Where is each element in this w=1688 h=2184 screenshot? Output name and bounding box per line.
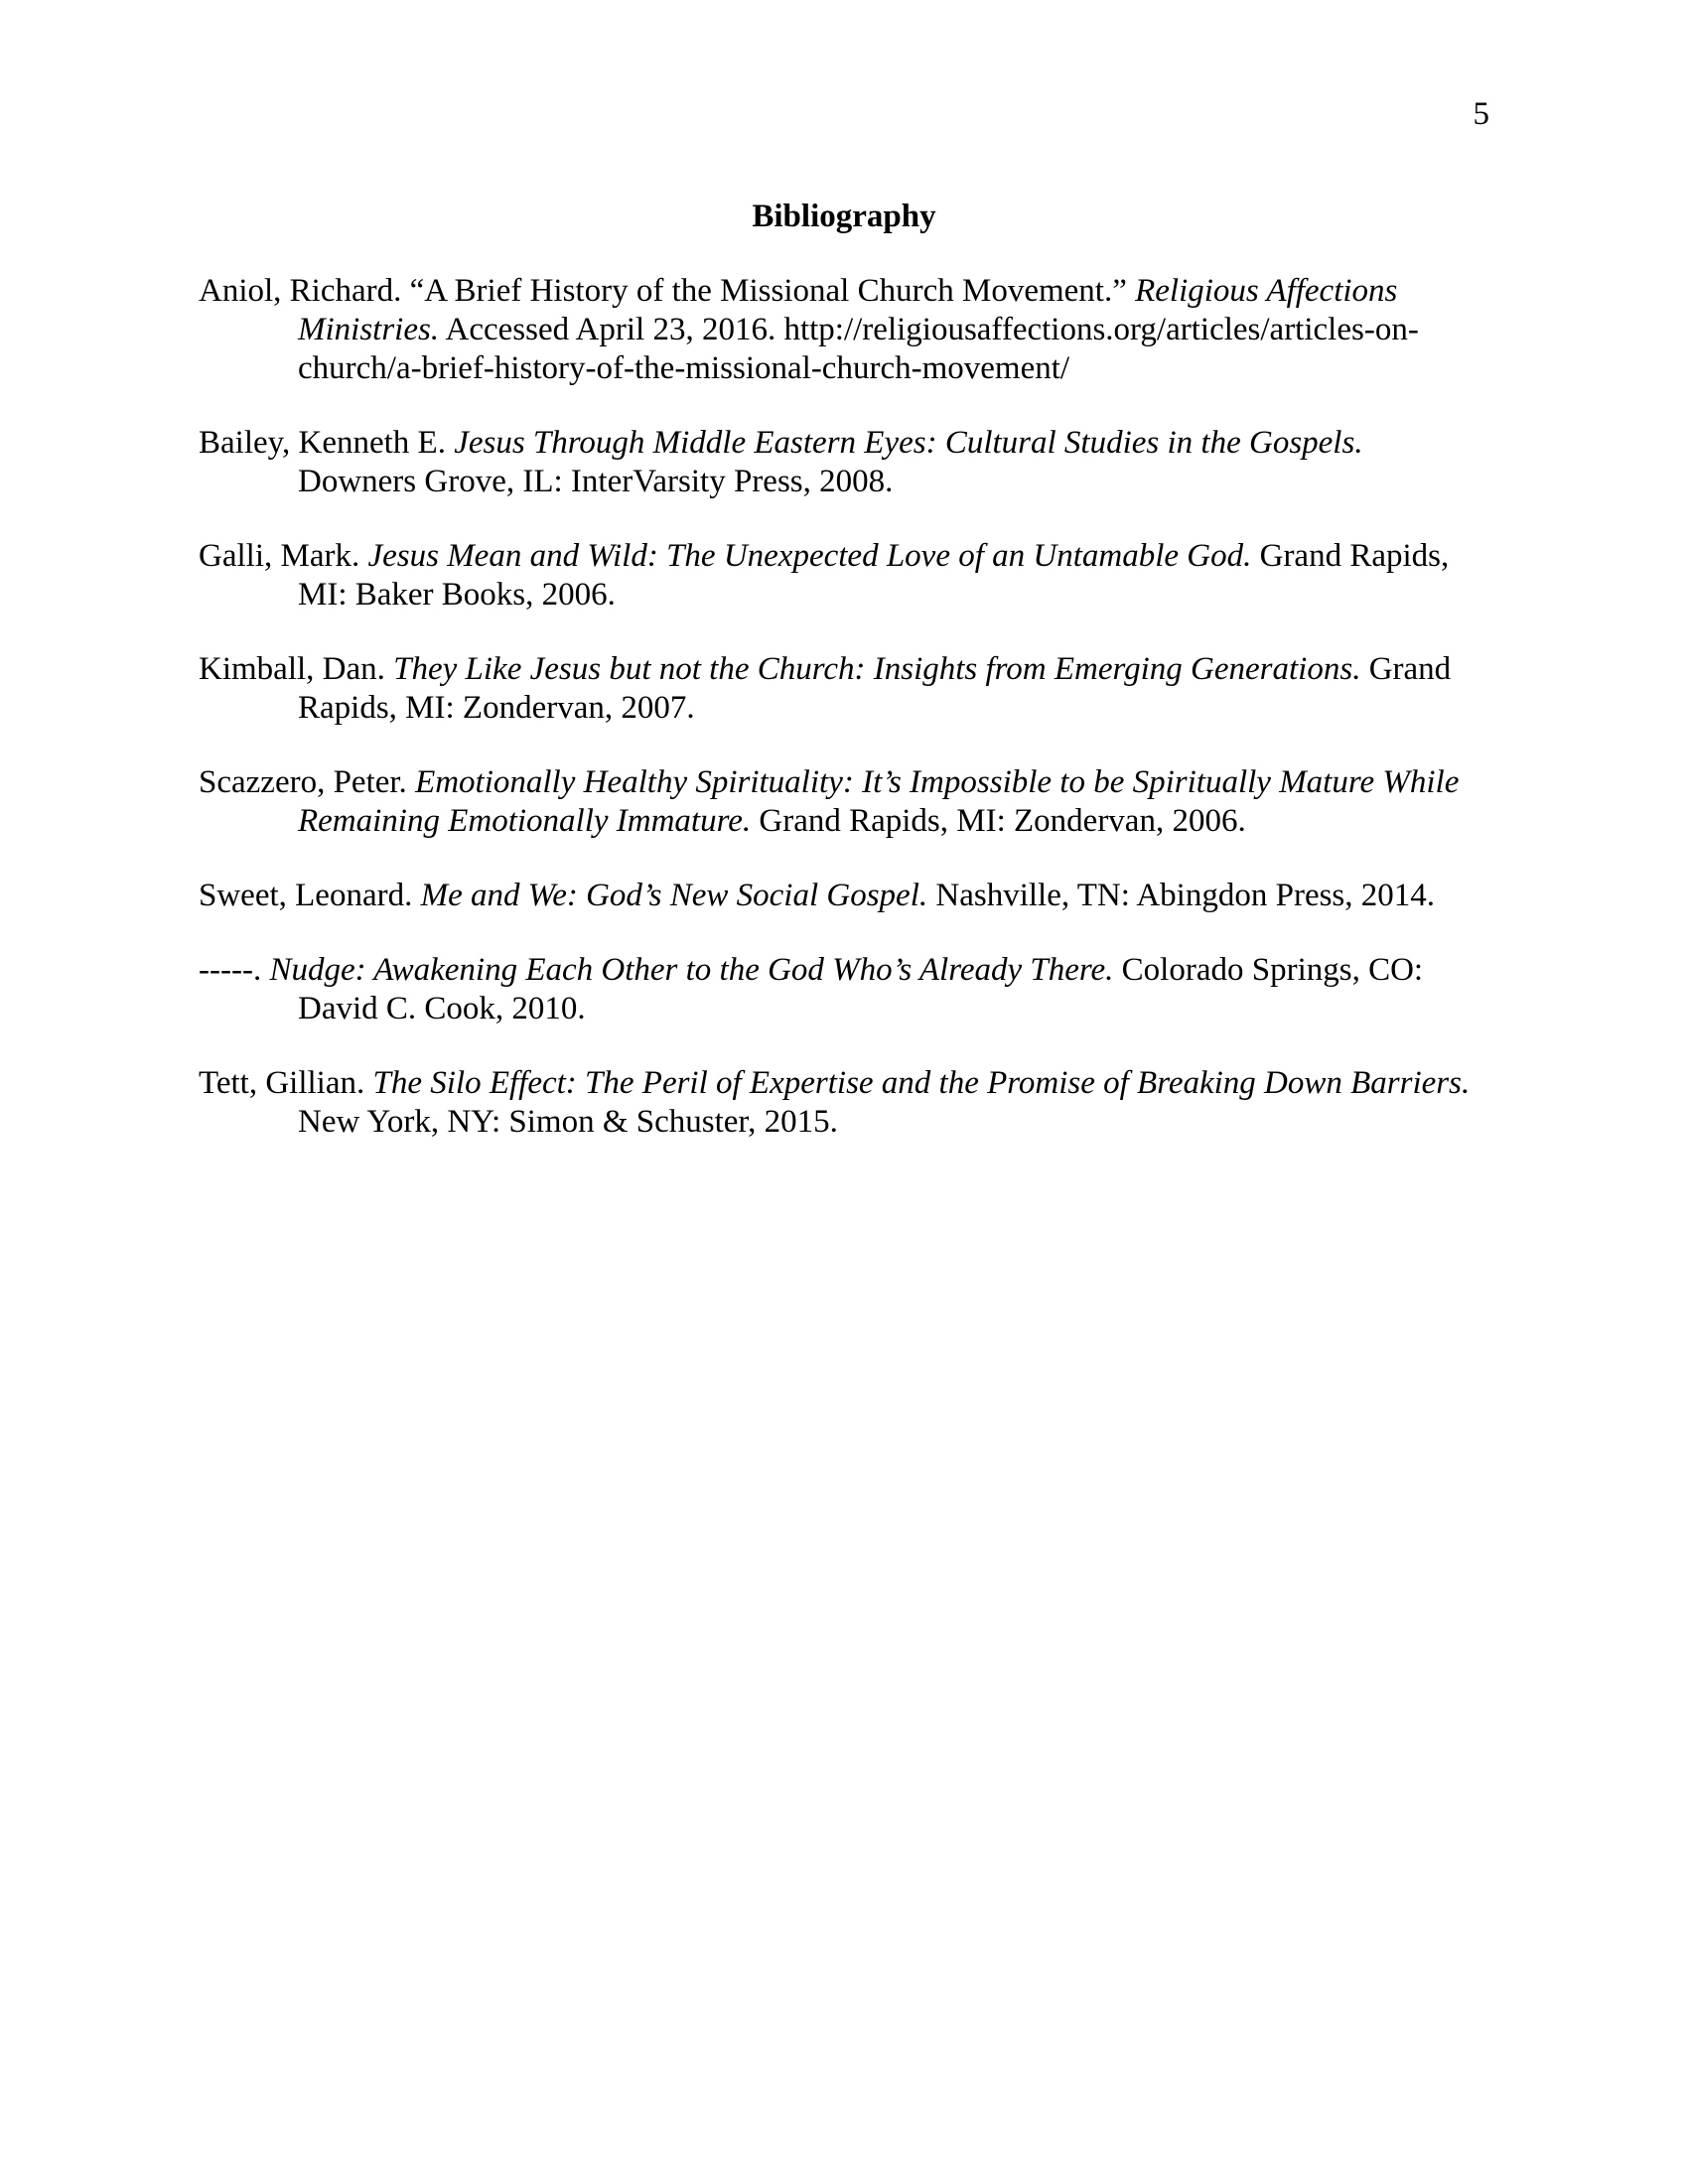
entry-text-segment: Nashville, TN: Abingdon Press, 2014. [927, 878, 1436, 913]
entry-title-segment: Ministries. [298, 312, 440, 347]
entry-text-segment: Grand [1360, 651, 1452, 687]
bibliography-entry [199, 424, 1519, 501]
bibliography-heading: Bibliography [752, 199, 936, 234]
entry-title-segment: Jesus Through Middle Eastern Eyes: Cultural Studies in the Gospels. [454, 425, 1363, 461]
bibliography-entries [199, 272, 1519, 1142]
entry-title-segment: Remaining Emotionally Immature. [298, 803, 752, 839]
entry-title-segment: Nudge: Awakening Each Other to the God Who’s Already There. [269, 952, 1114, 988]
bibliography-entry [199, 537, 1519, 614]
page-number: 5 [1473, 96, 1489, 132]
entry-title-segment: They Like Jesus but not the Church: Insights from Emerging Generations. [393, 651, 1361, 687]
entry-text-segment: Kimball, Dan. [199, 651, 394, 687]
entry-text-segment: David C. Cook, 2010. [298, 991, 586, 1026]
bibliography-entry [199, 763, 1519, 841]
entry-text-segment: MI: Baker Books, 2006. [298, 577, 616, 613]
entry-text-segment: Accessed April 23, 2016. http://religiousaffections.org/articles/articles-on- [439, 312, 1419, 347]
entry-text-segment: Scazzero, Peter. [199, 764, 416, 800]
entry-title-segment: Religious Affections [1135, 273, 1398, 309]
entry-text-segment: Tett, Gillian. [199, 1065, 373, 1101]
entry-text-segment: Bailey, Kenneth E. [199, 425, 455, 461]
bibliography-entry [199, 650, 1519, 728]
entry-text-segment: -----. [199, 952, 270, 988]
entry-text-segment: Galli, Mark. [199, 538, 368, 574]
entry-title-segment: The Silo Effect: The Peril of Expertise and the Promise of Breaking Down Barriers. [372, 1065, 1471, 1101]
entry-text-segment: Sweet, Leonard. [199, 878, 421, 913]
entry-text-segment: Grand Rapids, MI: Zondervan, 2006. [751, 803, 1246, 839]
bibliography-entry [199, 951, 1519, 1028]
bibliography-entry [199, 1064, 1519, 1142]
entry-title-segment: Jesus Mean and Wild: The Unexpected Love of an Untamable God. [367, 538, 1252, 574]
entry-text-segment: Aniol, Richard. “A Brief History of the Missional Church Movement.” [199, 273, 1136, 309]
bibliography-entry [199, 272, 1519, 388]
entry-text-segment: Colorado Springs, CO: [1113, 952, 1424, 988]
entry-text-segment: Rapids, MI: Zondervan, 2007. [298, 690, 695, 726]
entry-title-segment: Emotionally Healthy Spirituality: It’s Impossible to be Spiritually Mature While [415, 764, 1460, 800]
entry-title-segment: Me and We: God’s New Social Gospel. [420, 878, 928, 913]
bibliography-entry [199, 877, 1519, 915]
entry-text-segment: Grand Rapids, [1251, 538, 1450, 574]
entry-text-segment: Downers Grove, IL: InterVarsity Press, 2008. [298, 464, 894, 499]
entry-text-segment: church/a-brief-history-of-the-missional-church-movement/ [298, 350, 1070, 386]
entry-text-segment: New York, NY: Simon & Schuster, 2015. [298, 1104, 838, 1140]
